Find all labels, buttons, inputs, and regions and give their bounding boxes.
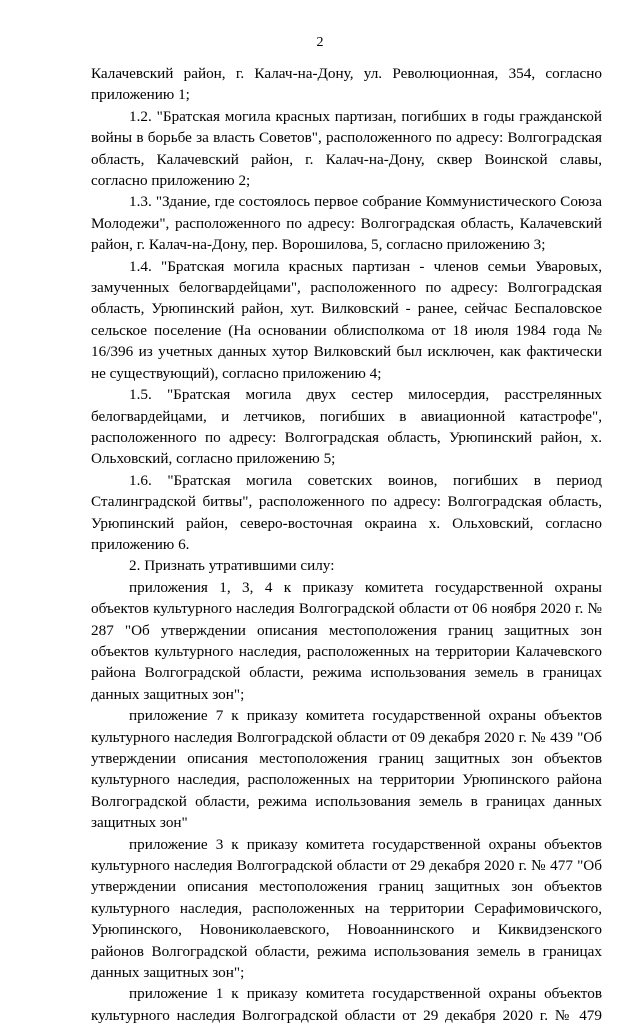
paragraph-1-2: 1.2. "Братская могила красных партизан, погибших в годы гражданской войны в борьбе за власть Советов", расположенного по адресу: Волгоградская область, Калачевский район, г. Калач-на-Дону, сквер Воинской славы, согласно приложению 2;: [91, 107, 602, 190]
document-body: [91, 63, 602, 1026]
paragraph-1-3: 1.3. "Здание, где состоялось первое собрание Коммунистического Союза Молодежи", расположенного по адресу: Волгоградская область, Калачевский район, г. Калач-на-Дону, пер. Ворошилова, 5, согласно приложению 3;: [91, 193, 602, 254]
paragraph-1-1-continuation: Калачевский район, г. Калач-на-Дону, ул. Революционная, 354, согласно приложению 1;: [91, 65, 602, 104]
paragraph-1-6: 1.6. "Братская могила советских воинов, погибших в период Сталинградской битвы", расположенного по адресу: Волгоградская область, Урюпинский район, северо-восточная окраина х. Ольховский, согласно приложению 6.: [91, 471, 602, 553]
paragraph-1-5: 1.5. "Братская могила двух сестер милосердия, расстрелянных белогвардейцами, и летчиков, погибших в авиационной катастрофе", расположенного по адресу: Волгоградская область, Урюпинский район, х. Ольховский, согласно приложению 5;: [91, 386, 602, 468]
paragraph-repeal-479: приложение 1 к приказу комитета государственной охраны объектов культурного наследия Волгоградской области от 29 декабря 2020 г. № 479: [91, 985, 602, 1024]
paragraph-repeal-439: приложение 7 к приказу комитета государственной охраны объектов культурного наследия Волгоградской области от 09 декабря 2020 г. № 439 "Об утверждении описания местоположения границ защитных зон объектов культурного наследия, расположенных на территории Урюпинского района Волгоградской области, режима использования земель в границах данных защитных зон": [91, 707, 602, 832]
paragraph-repeal-477: приложение 3 к приказу комитета государственной охраны объектов культурного наследия Волгоградской области от 29 декабря 2020 г. № 477 "Об утверждении описания местоположения границ защитных зон объектов культурного наследия, расположенных на территории Серафимовичского, Урюпинского, Новониколаевского, Новоаннинского и Киквидзенского районов Волгоградской области, режима использования земель в границах данных защитных зон";: [91, 835, 602, 982]
page-number: 2: [316, 35, 324, 50]
paragraph-1-4: 1.4. "Братская могила красных партизан - членов семьи Уваровых, замученных белогвардейцами", расположенного по адресу: Волгоградская область, Урюпинский район, хут. Вилковский - ранее, сейчас Беспаловское сельское поселение (На основании облисполкома от 18 июля 1984 года № 16/396 из учетных данных хутор Вилковский был исключен, как фактически не существующий), согласно приложению 4;: [91, 257, 602, 382]
paragraph-2: 2. Признать утратившими силу:: [129, 557, 335, 575]
paragraph-repeal-287: приложения 1, 3, 4 к приказу комитета государственной охраны объектов культурного наследия Волгоградской области от 06 ноября 2020 г. № 287 "Об утверждении описания местоположения границ защитных зон объектов культурного наследия, расположенных на территории Калачевского района Волгоградской области, режима использования земель в границах данных защитных зон";: [91, 578, 602, 703]
